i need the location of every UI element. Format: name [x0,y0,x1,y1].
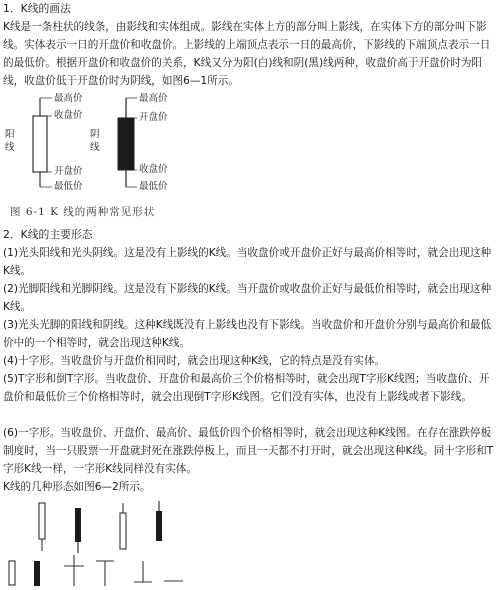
yang-high-label: 最高价 [54,93,83,104]
item-4-paragraph: (4)十字形。当收盘价与开盘价相同时，就会出现这种K线，它的特点是没有实体。 [3,355,386,367]
bare-yin-candle [34,561,40,586]
shaven-head-yin-candle [75,508,81,542]
yin-high-label: 最高价 [139,93,168,104]
shaven-head-yang-candle [39,503,45,539]
yin-label-1: 阴 [90,129,100,140]
yang-open-label: 开盘价 [54,166,83,177]
yang-close-label: 收盘价 [54,110,83,121]
yang-low-label: 最低价 [54,181,83,192]
item-5-paragraph: (5)T字形和倒T字形。当收盘价、开盘价和最高价三个价格相等时，就会出现T字形K线图；当收盘价、开盘价和最低价三个价格相等时，就会出现倒T字形K线图。它们没有实体，也没有上影线或者下影线。 [3,373,490,403]
yin-close-label: 收盘价 [139,164,168,175]
shaven-bottom-yang-candle [120,513,126,549]
yang-label-1: 阳 [5,129,15,140]
item-6-paragraph: (6)一字形。当收盘价、开盘价、最高价、最低价四个价格相等时，就会出现这种K线图。在存在涨跌停板制度时，当一只股票一开盘就封死在涨跌停板上，而且一天都不打开时，就会出现这种K线。同十字形和T字形K线一样，一字形K线同样没有实体。 [3,427,494,475]
yin-low-label: 最低价 [139,181,168,192]
bare-yang-candle [9,561,15,585]
figure-6-1-drawing [0,88,210,210]
item-3-paragraph: (3)光头光脚的阳线和阴线。这种K线既没有上影线也没有下影线。当收盘价和开盘价分别与最高价和最低价中的一个相等时，就会出现这种K线。 [3,319,492,349]
yin-label-2: 线 [90,142,100,153]
figure-intro-text: K线的几种形态如图6—2所示。 [3,481,151,493]
item-2-paragraph: (2)光脚阳线和光脚阴线。这是没有下影线的K线。当开盘价或收盘价正好与最低价相等时，就会出现这种K线。 [3,283,492,313]
figure-6-1-caption: 图 6-1 K 线的两种常见形状 [10,206,156,218]
yang-label-2: 线 [5,142,15,153]
figure-6-2-drawing [0,498,200,588]
section-1-paragraph: K线是一条柱状的线条，由影线和实体组成。影线在实体上方的部分叫上影线，在实体下方的部分叫下影线。实体表示一日的开盘价和收盘价。上影线的上端顶点表示一日的最高价，下影线的下端顶点表示一日的最低价。根据开盘价和收盘价的关系，K线又分为阳(白)线和阴(黑)线两种，收盘价高于开盘价时为阳线，收盘价低于开盘价时为阴线，如图6—1所示。 [3,21,491,87]
section-2-heading: 2．K线的主要形态 [3,228,93,241]
item-1-paragraph: (1)光头阳线和光头阴线。这是没有上影线的K线。当收盘价或开盘价正好与最高价相等时，就会出现这种K线。 [3,247,492,277]
section-1-heading: 1．K线的画法 [3,2,71,15]
yin-open-label: 开盘价 [139,112,168,123]
shaven-bottom-yin-candle [156,511,162,541]
